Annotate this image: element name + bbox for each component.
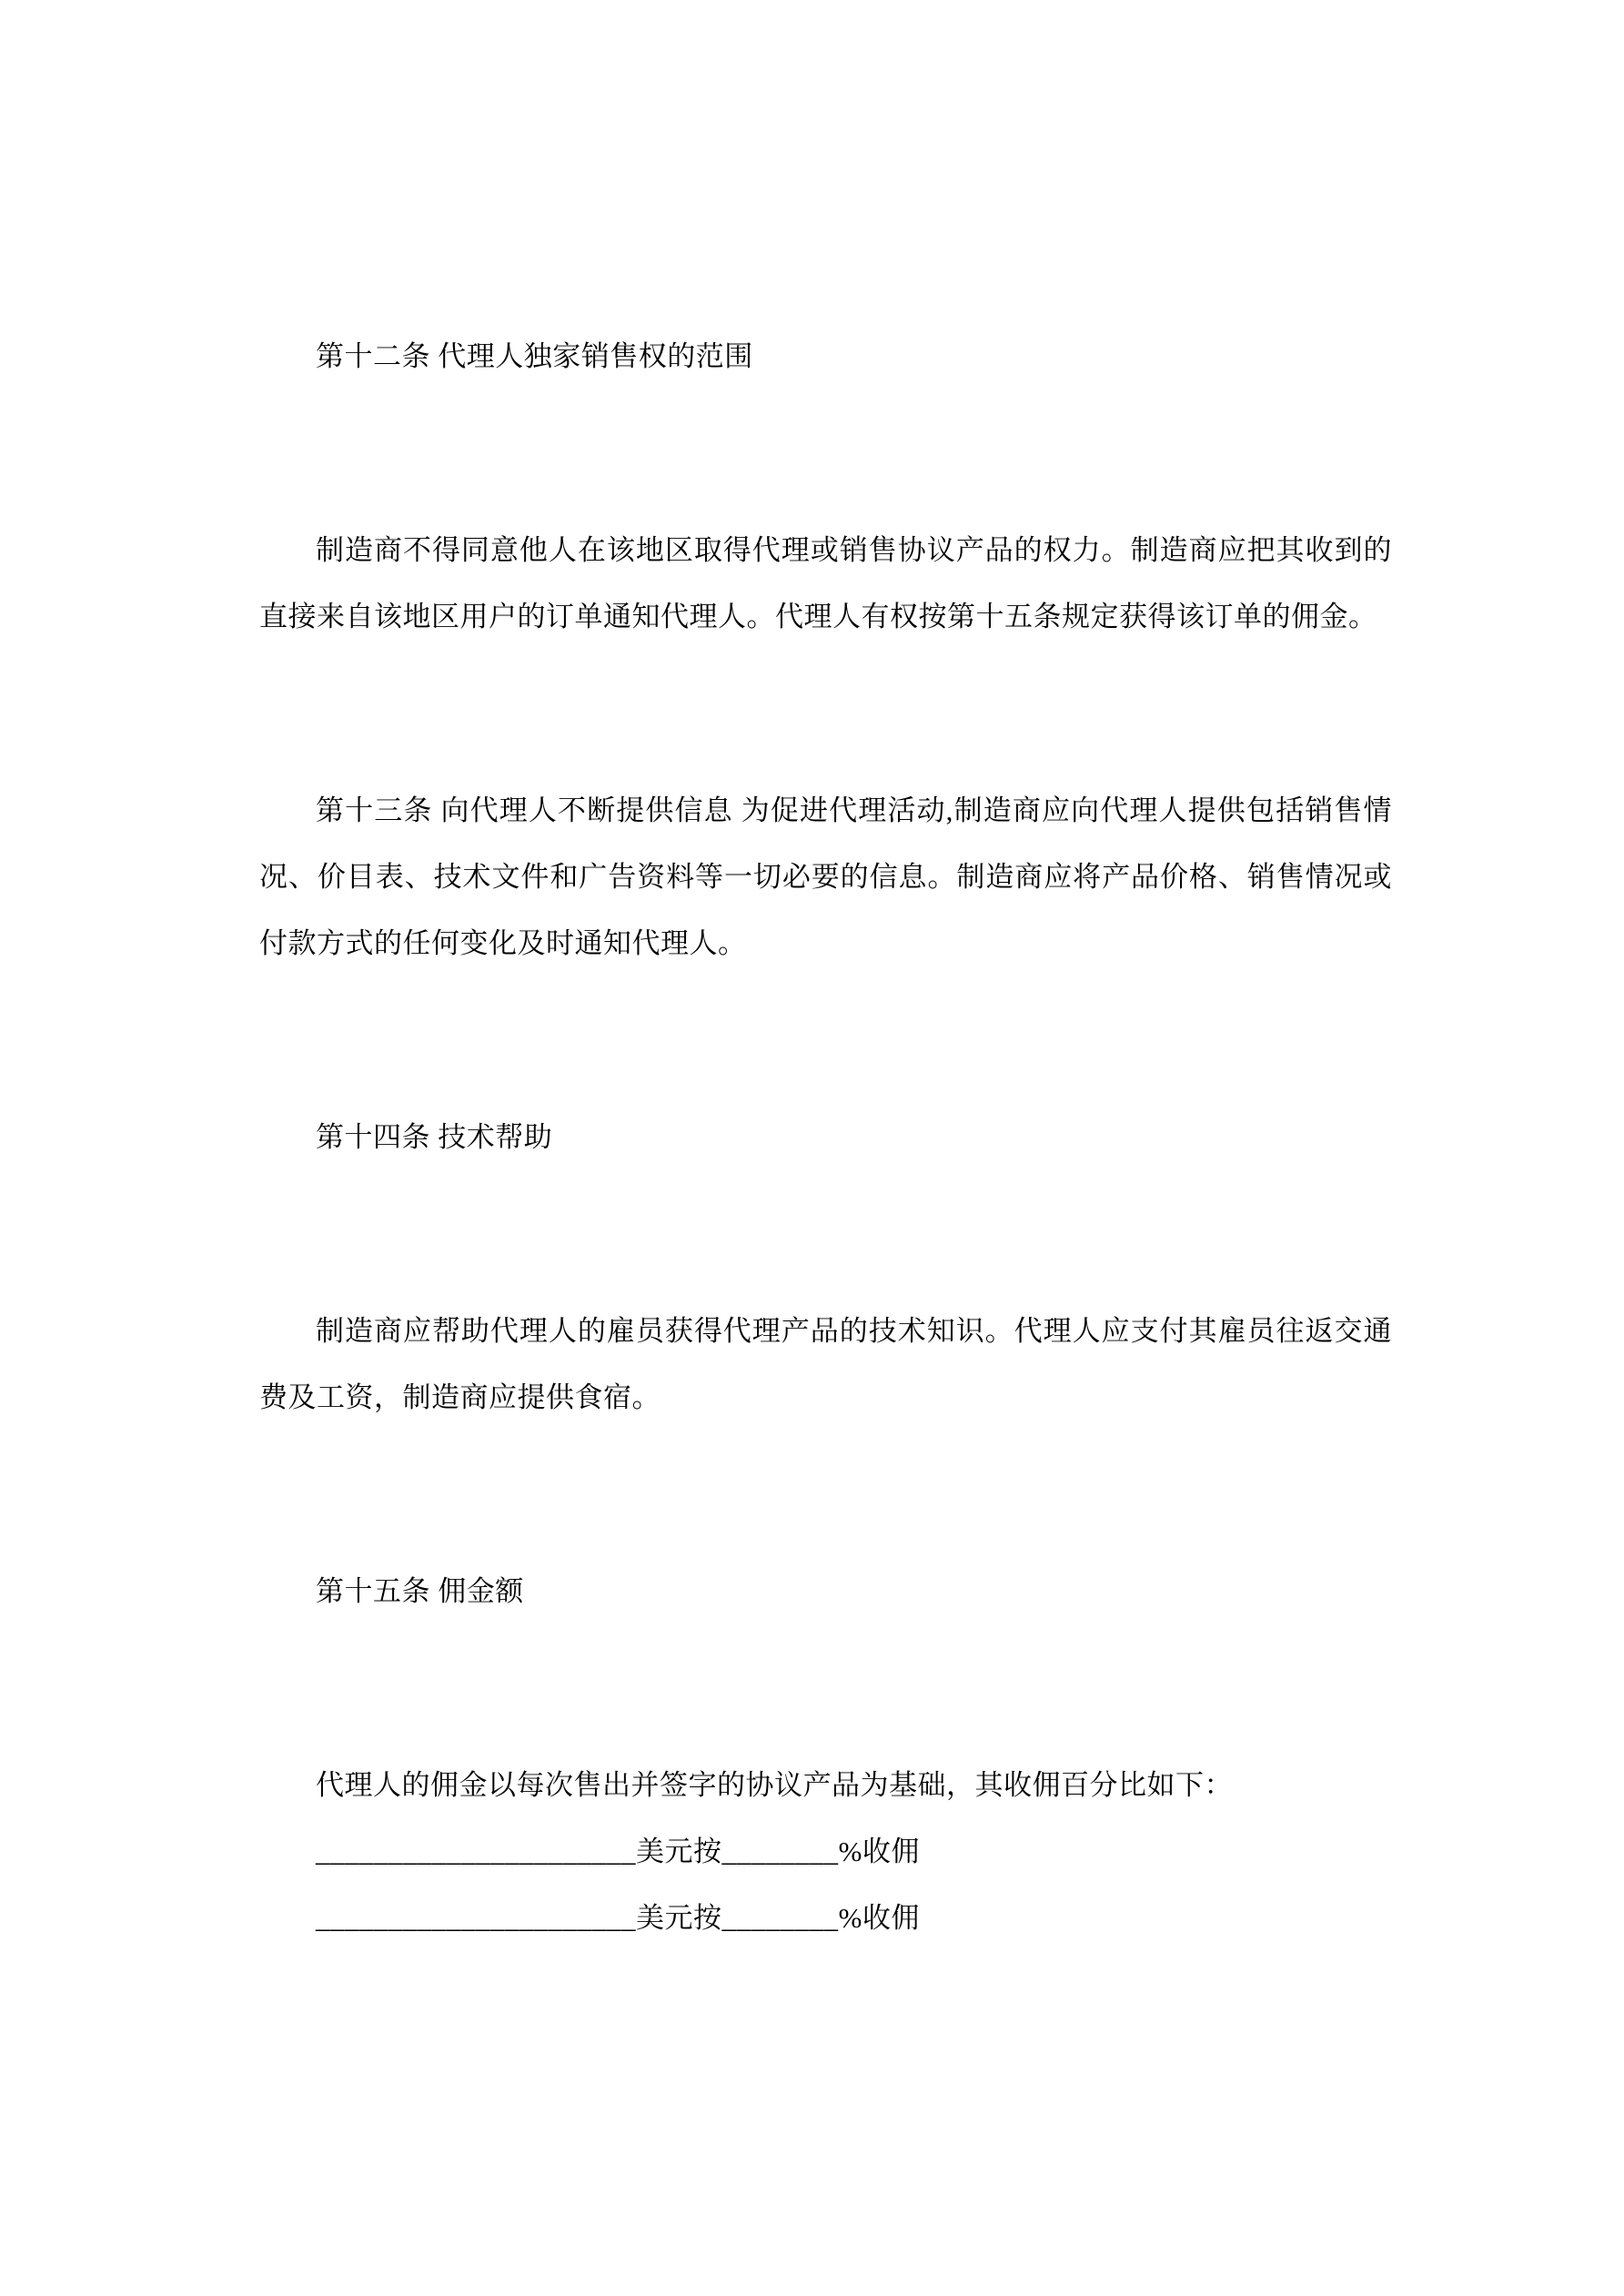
commission-fill-in-line-1: ______________________美元按________%收佣 — [316, 1836, 920, 1867]
commission-fill-in-line-2: ______________________美元按________%收佣 — [316, 1902, 920, 1934]
article-14-paragraph: 制造商应帮助代理人的雇员获得代理产品的技术知识。代理人应支付其雇员往返交通费及工资，制造商应提供食宿。 — [259, 1315, 1392, 1413]
article-12-heading: 第十二条 代理人独家销售权的范围 — [316, 340, 753, 372]
article-13-paragraph: 第十三条 向代理人不断提供信息 为促进代理活动,制造商应向代理人提供包括销售情况、价目表、技术文件和广告资料等一切必要的信息。制造商应将产品价格、销售情况或付款方式的任何变化及时通知代理人。 — [259, 794, 1392, 959]
document-body — [259, 323, 1392, 1951]
article-14-heading: 第十四条 技术帮助 — [316, 1121, 553, 1153]
article-15-heading: 第十五条 佣金额 — [316, 1575, 524, 1607]
article-12-paragraph: 制造商不得同意他人在该地区取得代理或销售协议产品的权力。制造商应把其收到的直接来自该地区用户的订单通知代理人。代理人有权按第十五条规定获得该订单的佣金。 — [259, 534, 1392, 632]
article-15-paragraph: 代理人的佣金以每次售出并签字的协议产品为基础，其收佣百分比如下： — [316, 1769, 1233, 1801]
